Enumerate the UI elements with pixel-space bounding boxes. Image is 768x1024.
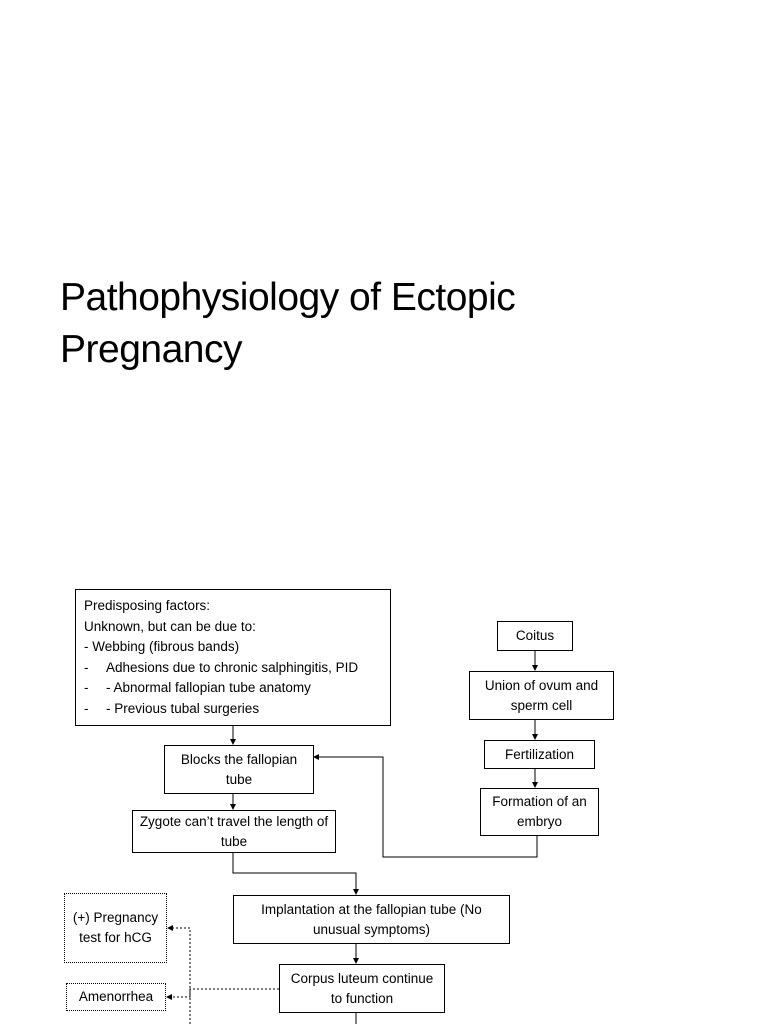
predisposing-factors-box [75,589,391,726]
bullet-dash: - [84,680,89,695]
blocks-tube-box: Blocks the fallopian tube [164,745,314,794]
predisposing-item-surgeries [84,699,382,720]
bullet-dash: - [84,659,89,675]
amenorrhea-box: Amenorrhea [66,983,166,1011]
embryo-box: Formation of an embryo [480,788,599,836]
predisposing-item-adhesions [84,658,382,679]
union-box: Union of ovum and sperm cell [469,671,614,720]
predisposing-heading: Predisposing factors: [84,598,211,613]
title-line-2: Pregnancy [60,328,242,371]
predisposing-item-webbing: - Webbing (fibrous bands) [84,639,240,654]
page-title [60,272,700,376]
predisposing-subheading: Unknown, but can be due to: [84,618,256,634]
arrow-corpus-to-amenorrhea [167,989,279,997]
predisposing-item-label: - Previous tubal surgeries [106,700,260,716]
predisposing-item-label: Adhesions due to chronic salphingitis, PID [106,659,359,675]
zygote-box: Zygote can’t travel the length of tube [132,810,336,853]
coitus-box: Coitus [497,621,573,651]
corpus-luteum-box: Corpus luteum continue to function [279,964,445,1013]
predisposing-item-label: - Abnormal fallopian tube anatomy [106,680,311,695]
title-line-1: Pathophysiology of Ectopic [60,276,516,319]
implantation-box: Implantation at the fallopian tube (No unusual symptoms) [233,895,510,944]
pregnancy-test-box: (+) Pregnancy test for hCG [64,893,167,963]
fertilization-box: Fertilization [484,740,595,769]
arrow-dotted-to-pregnancy-test [168,928,190,1024]
arrow-zygote-to-implantation [233,853,356,894]
bullet-dash: - [84,700,89,716]
predisposing-item-anatomy [84,678,382,699]
